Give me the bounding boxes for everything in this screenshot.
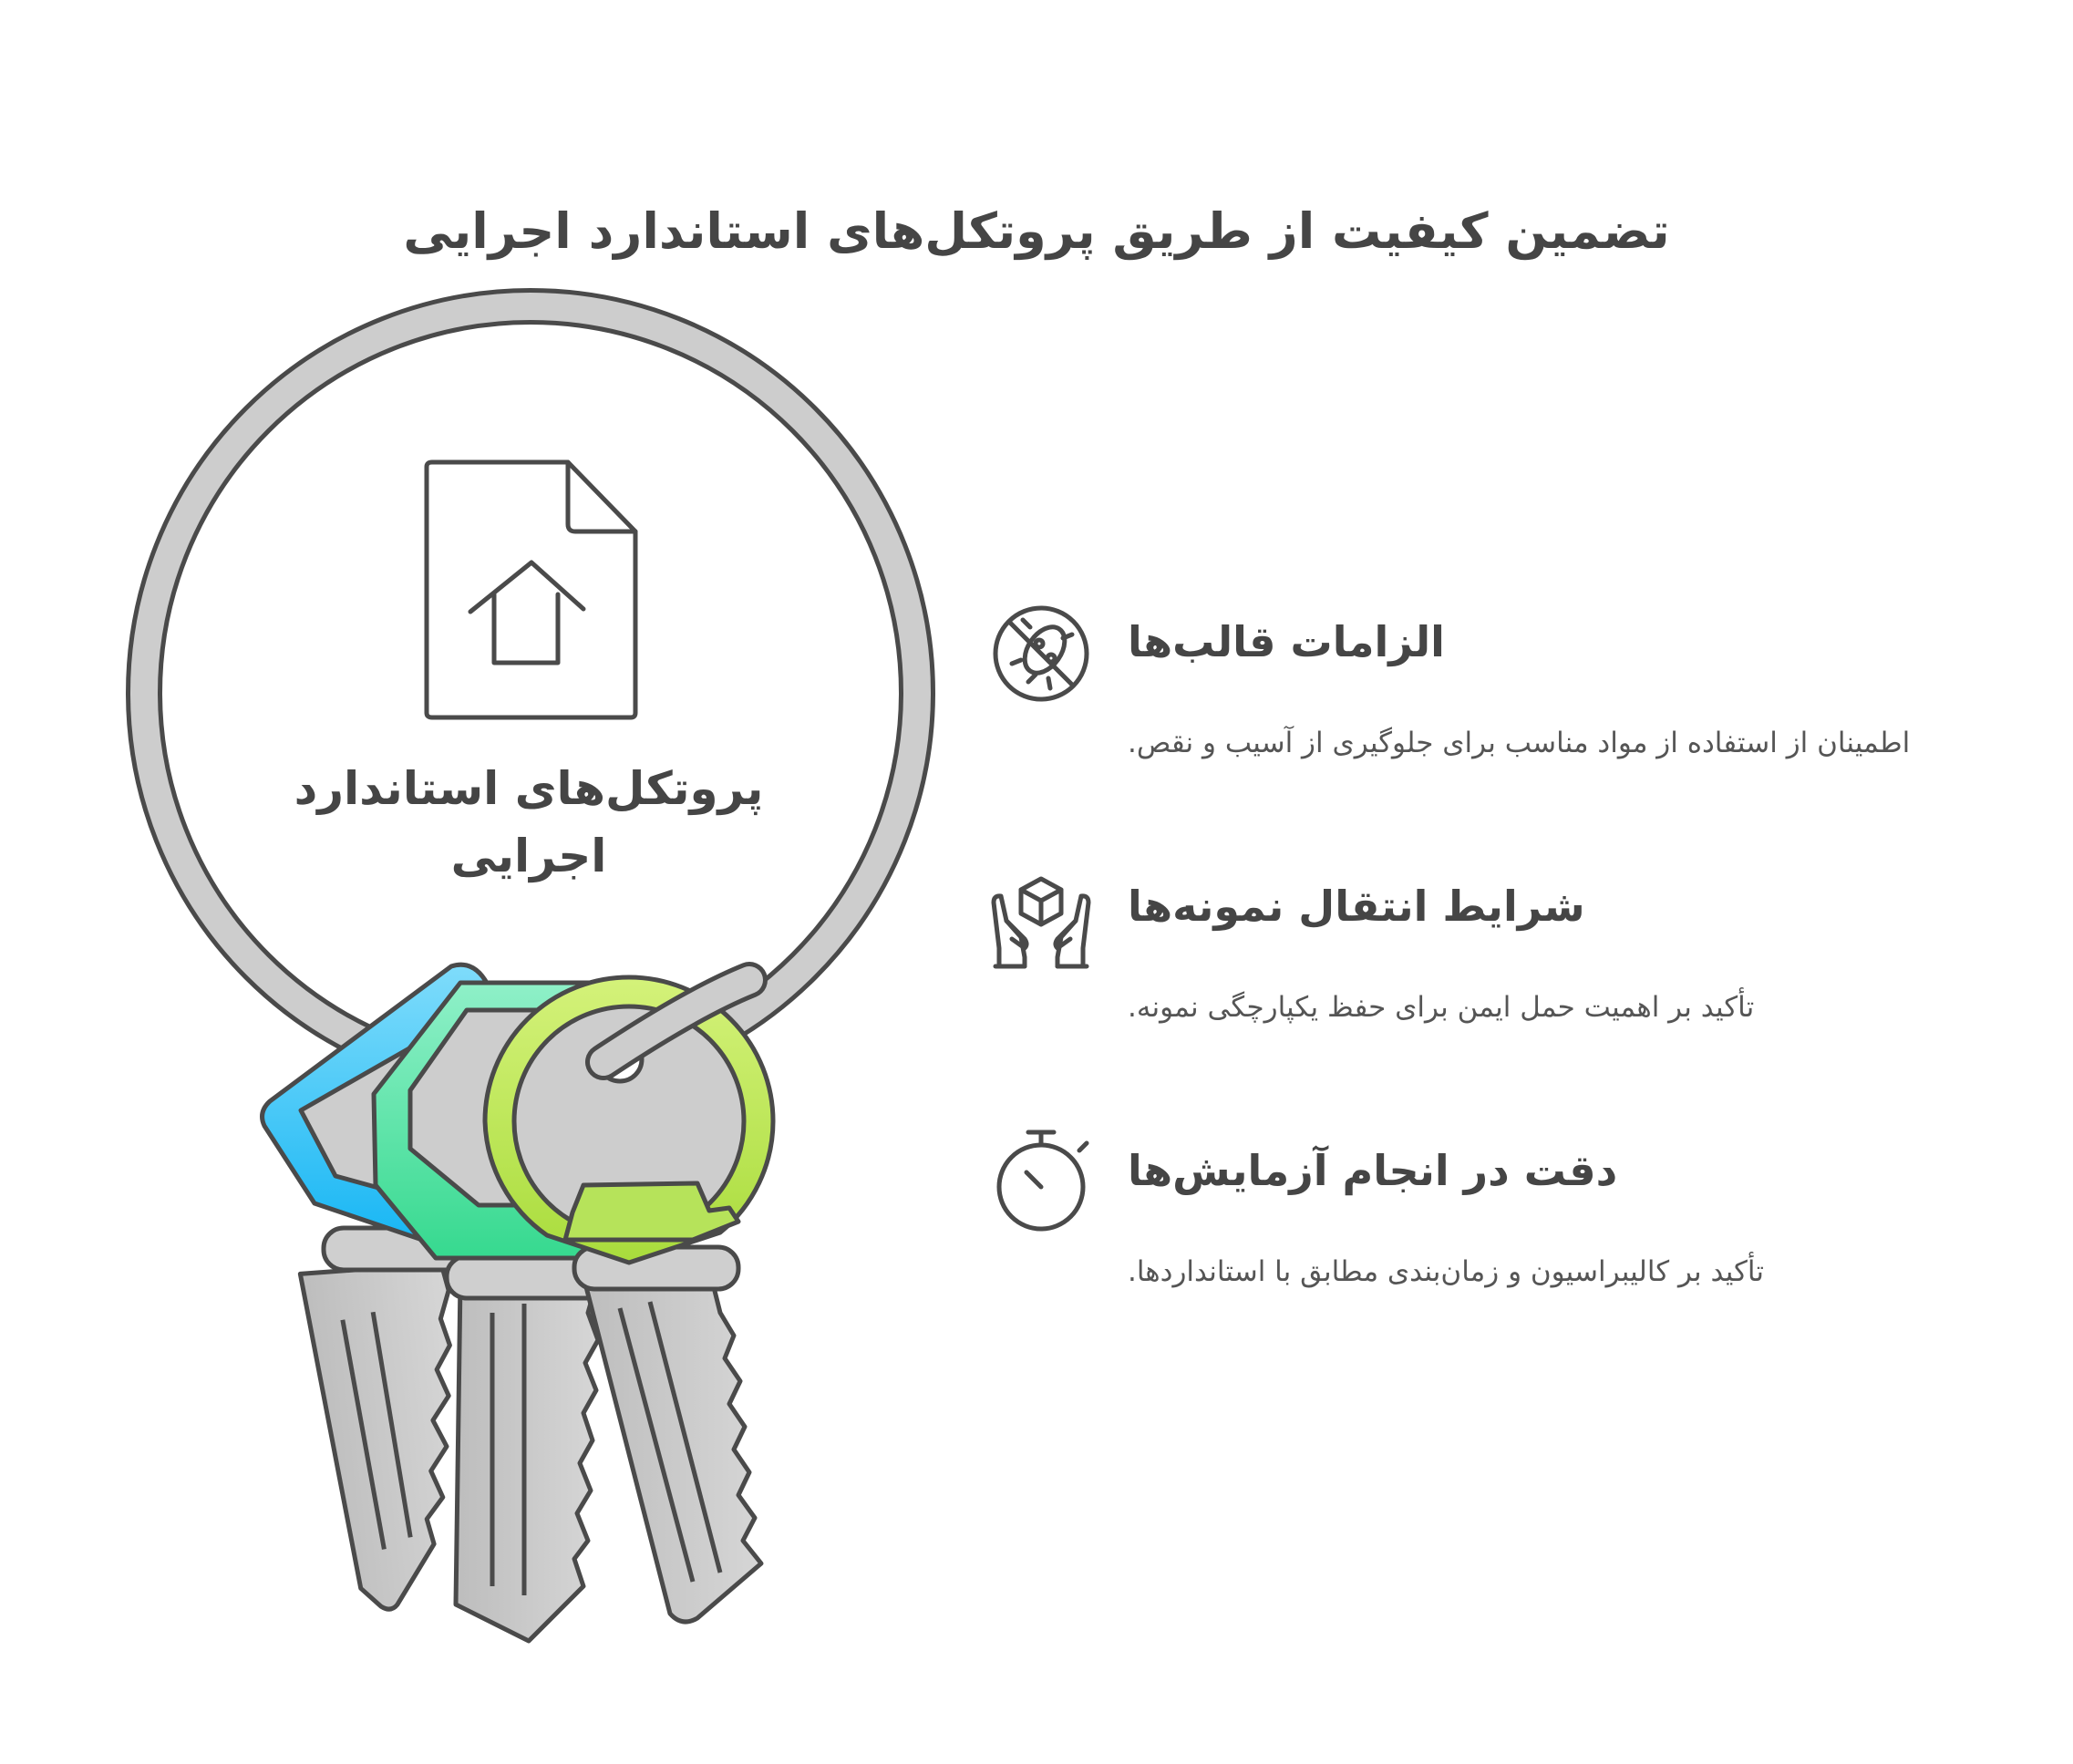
center-label-line2: اجرایی xyxy=(450,830,607,882)
item-description: اطمینان از استفاده از مواد مناسب برای جلوگیری از آسیب و نقص. xyxy=(1128,727,1911,759)
center-label-line1: پروتکل‌های استاندارد xyxy=(294,762,764,815)
item-description: تأکید بر اهمیت حمل ایمن برای حفظ یکپارچگی نمونه. xyxy=(1128,991,1755,1024)
item-title: دقت در انجام آزمایش‌ها xyxy=(1128,1146,1618,1195)
item-title: الزامات قالب‌ها xyxy=(1128,617,1445,666)
item-icon-slot xyxy=(985,1126,1098,1239)
center-label xyxy=(246,755,811,890)
document-house-icon xyxy=(427,462,635,717)
page-title: تضمین کیفیت از طریق پروتکل‌های استاندارد اجرایی xyxy=(403,202,1670,260)
item-description: تأکید بر کالیبراسیون و زمان‌بندی مطابق با استانداردها. xyxy=(1128,1255,1764,1288)
item-title: شرایط انتقال نمونه‌ها xyxy=(1128,882,1585,931)
item-icon-slot xyxy=(985,861,1098,975)
item-icon-slot xyxy=(985,597,1098,710)
